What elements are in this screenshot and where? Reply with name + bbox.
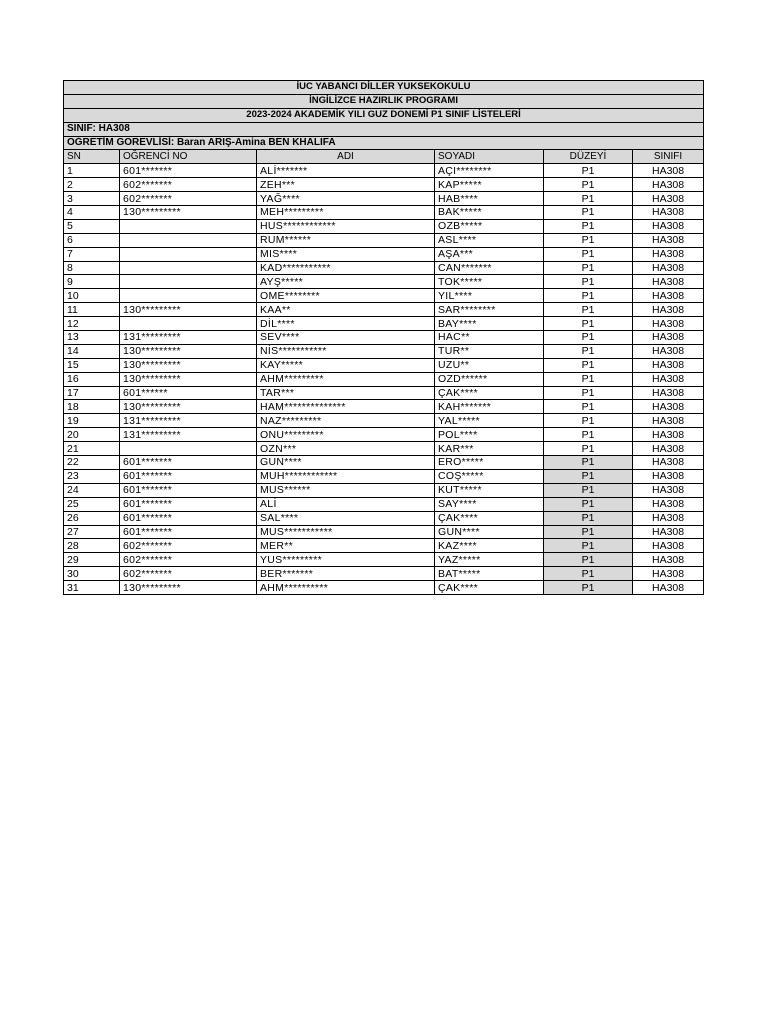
cell-surname: ERO***** [435, 456, 544, 470]
cell-level: P1 [544, 442, 633, 456]
cell-student-no: 602******* [120, 567, 257, 581]
cell-level: P1 [544, 164, 633, 178]
cell-name: MUS****** [257, 483, 435, 497]
cell-name: BER******* [257, 567, 435, 581]
cell-name: OZN*** [257, 442, 435, 456]
cell-class: HA308 [633, 261, 704, 275]
cell-name: AHM********** [257, 581, 435, 595]
cell-sn: 1 [64, 164, 120, 178]
cell-student-no: 601****** [120, 386, 257, 400]
table-row [64, 483, 704, 497]
cell-surname: YIL**** [435, 289, 544, 303]
cell-sn: 24 [64, 483, 120, 497]
cell-class: HA308 [633, 247, 704, 261]
table-row [64, 331, 704, 345]
cell-name: MEH********* [257, 206, 435, 220]
cell-name: HUS************ [257, 219, 435, 233]
cell-surname: TOK***** [435, 275, 544, 289]
cell-name: ALİ [257, 497, 435, 511]
cell-sn: 30 [64, 567, 120, 581]
cell-sn: 29 [64, 553, 120, 567]
cell-class: HA308 [633, 581, 704, 595]
cell-surname: COŞ***** [435, 469, 544, 483]
cell-class: HA308 [633, 358, 704, 372]
cell-sn: 25 [64, 497, 120, 511]
table-row [64, 442, 704, 456]
table-row [64, 581, 704, 595]
cell-name: MUH************ [257, 469, 435, 483]
cell-sn: 2 [64, 178, 120, 192]
cell-sn: 21 [64, 442, 120, 456]
table-row [64, 289, 704, 303]
cell-student-no: 602******* [120, 553, 257, 567]
cell-name: NAZ********* [257, 414, 435, 428]
cell-surname: CAN******* [435, 261, 544, 275]
table-row [64, 178, 704, 192]
cell-level: P1 [544, 497, 633, 511]
cell-class: HA308 [633, 428, 704, 442]
table-row [64, 386, 704, 400]
table-row [64, 261, 704, 275]
cell-level: P1 [544, 192, 633, 206]
cell-student-no [120, 219, 257, 233]
cell-class: HA308 [633, 469, 704, 483]
cell-level: P1 [544, 206, 633, 220]
cell-class: HA308 [633, 483, 704, 497]
cell-name: ZEH*** [257, 178, 435, 192]
cell-sn: 11 [64, 303, 120, 317]
cell-student-no: 601******* [120, 456, 257, 470]
cell-level: P1 [544, 289, 633, 303]
table-row [64, 428, 704, 442]
cell-name: SAL**** [257, 511, 435, 525]
cell-sn: 14 [64, 344, 120, 358]
cell-sn: 13 [64, 331, 120, 345]
col-header-class: SINIFI [633, 150, 704, 164]
cell-surname: KAH******* [435, 400, 544, 414]
term-title: 2023-2024 AKADEMİK YILI GUZ DONEMİ P1 SINIF LİSTELERİ [64, 108, 704, 122]
instructor-label: OĞRETİM GOREVLİSİ: Baran ARIŞ-Amina BEN KHALIFA [64, 136, 704, 150]
table-row [64, 372, 704, 386]
cell-level: P1 [544, 386, 633, 400]
cell-student-no [120, 275, 257, 289]
cell-class: HA308 [633, 178, 704, 192]
table-row [64, 497, 704, 511]
cell-class: HA308 [633, 275, 704, 289]
col-header-level: DÜZEYİ [544, 150, 633, 164]
table-row [64, 275, 704, 289]
cell-student-no: 130********* [120, 358, 257, 372]
cell-level: P1 [544, 525, 633, 539]
cell-student-no: 601******* [120, 483, 257, 497]
cell-name: GUN**** [257, 456, 435, 470]
cell-student-no: 601******* [120, 497, 257, 511]
cell-level: P1 [544, 511, 633, 525]
cell-class: HA308 [633, 442, 704, 456]
cell-sn: 9 [64, 275, 120, 289]
table-row [64, 233, 704, 247]
cell-surname: OZB***** [435, 219, 544, 233]
cell-class: HA308 [633, 497, 704, 511]
cell-student-no: 601******* [120, 164, 257, 178]
col-header-sn: SN [64, 150, 120, 164]
cell-level: P1 [544, 372, 633, 386]
school-title: İUC YABANCI DİLLER YUKSEKOKULU [64, 81, 704, 95]
cell-level: P1 [544, 344, 633, 358]
cell-surname: OZD****** [435, 372, 544, 386]
cell-student-no: 130********* [120, 400, 257, 414]
cell-level: P1 [544, 261, 633, 275]
cell-surname: AŞA*** [435, 247, 544, 261]
cell-student-no: 130********* [120, 206, 257, 220]
cell-class: HA308 [633, 219, 704, 233]
cell-sn: 23 [64, 469, 120, 483]
cell-class: HA308 [633, 386, 704, 400]
cell-level: P1 [544, 233, 633, 247]
cell-student-no [120, 261, 257, 275]
cell-surname: SAY**** [435, 497, 544, 511]
cell-student-no: 131********* [120, 331, 257, 345]
table-row [64, 344, 704, 358]
table-row [64, 400, 704, 414]
cell-class: HA308 [633, 511, 704, 525]
cell-name: OME******** [257, 289, 435, 303]
cell-surname: YAZ***** [435, 553, 544, 567]
cell-sn: 15 [64, 358, 120, 372]
cell-name: YAĞ**** [257, 192, 435, 206]
cell-level: P1 [544, 275, 633, 289]
cell-surname: KAP***** [435, 178, 544, 192]
cell-class: HA308 [633, 525, 704, 539]
cell-surname: KAZ**** [435, 539, 544, 553]
program-title: İNGİLİZCE HAZIRLIK PROGRAMI [64, 94, 704, 108]
cell-level: P1 [544, 358, 633, 372]
table-row [64, 206, 704, 220]
cell-name: HAM************** [257, 400, 435, 414]
cell-level: P1 [544, 567, 633, 581]
class-list-table [63, 80, 704, 595]
cell-student-no: 602******* [120, 539, 257, 553]
table-row [64, 192, 704, 206]
cell-class: HA308 [633, 192, 704, 206]
cell-student-no: 601******* [120, 525, 257, 539]
table-row [64, 247, 704, 261]
cell-class: HA308 [633, 317, 704, 331]
cell-level: P1 [544, 178, 633, 192]
cell-sn: 31 [64, 581, 120, 595]
cell-name: KAD*********** [257, 261, 435, 275]
cell-name: SEV**** [257, 331, 435, 345]
cell-name: AHM********* [257, 372, 435, 386]
cell-student-no: 130********* [120, 372, 257, 386]
cell-sn: 10 [64, 289, 120, 303]
cell-level: P1 [544, 553, 633, 567]
cell-level: P1 [544, 539, 633, 553]
table-row [64, 414, 704, 428]
cell-level: P1 [544, 469, 633, 483]
cell-name: KAY***** [257, 358, 435, 372]
cell-student-no: 130********* [120, 344, 257, 358]
cell-class: HA308 [633, 553, 704, 567]
cell-surname: SAR******** [435, 303, 544, 317]
cell-surname: ÇAK**** [435, 386, 544, 400]
table-row [64, 456, 704, 470]
cell-level: P1 [544, 428, 633, 442]
cell-sn: 26 [64, 511, 120, 525]
cell-name: AYŞ***** [257, 275, 435, 289]
cell-surname: TUR** [435, 344, 544, 358]
table-row [64, 469, 704, 483]
cell-class: HA308 [633, 456, 704, 470]
cell-surname: BAY**** [435, 317, 544, 331]
cell-sn: 7 [64, 247, 120, 261]
cell-level: P1 [544, 400, 633, 414]
cell-student-no: 131********* [120, 414, 257, 428]
cell-sn: 28 [64, 539, 120, 553]
cell-surname: GUN**** [435, 525, 544, 539]
cell-sn: 17 [64, 386, 120, 400]
cell-class: HA308 [633, 372, 704, 386]
cell-student-no [120, 442, 257, 456]
cell-class: HA308 [633, 400, 704, 414]
class-label: SINIF: HA308 [64, 122, 704, 136]
cell-class: HA308 [633, 331, 704, 345]
table-row [64, 164, 704, 178]
table-row [64, 511, 704, 525]
cell-name: DİL**** [257, 317, 435, 331]
cell-class: HA308 [633, 567, 704, 581]
col-header-name: ADI [257, 150, 435, 164]
cell-sn: 5 [64, 219, 120, 233]
cell-class: HA308 [633, 164, 704, 178]
cell-name: RUM****** [257, 233, 435, 247]
cell-surname: YAL***** [435, 414, 544, 428]
cell-level: P1 [544, 331, 633, 345]
cell-student-no: 130********* [120, 303, 257, 317]
table-row [64, 525, 704, 539]
cell-sn: 20 [64, 428, 120, 442]
cell-surname: UZU** [435, 358, 544, 372]
cell-sn: 16 [64, 372, 120, 386]
cell-class: HA308 [633, 206, 704, 220]
cell-name: NİS*********** [257, 344, 435, 358]
cell-surname: ÇAK**** [435, 581, 544, 595]
cell-level: P1 [544, 483, 633, 497]
cell-name: ONU********* [257, 428, 435, 442]
cell-sn: 27 [64, 525, 120, 539]
cell-sn: 8 [64, 261, 120, 275]
cell-level: P1 [544, 414, 633, 428]
cell-surname: ASL**** [435, 233, 544, 247]
cell-surname: BAT***** [435, 567, 544, 581]
cell-sn: 3 [64, 192, 120, 206]
cell-sn: 18 [64, 400, 120, 414]
table-row [64, 553, 704, 567]
cell-student-no: 601******* [120, 469, 257, 483]
cell-name: MER** [257, 539, 435, 553]
cell-sn: 22 [64, 456, 120, 470]
cell-name: MUS*********** [257, 525, 435, 539]
column-header-row [64, 150, 704, 164]
table-row [64, 567, 704, 581]
cell-sn: 6 [64, 233, 120, 247]
cell-student-no [120, 289, 257, 303]
cell-student-no: 601******* [120, 511, 257, 525]
cell-surname: KAR*** [435, 442, 544, 456]
cell-class: HA308 [633, 303, 704, 317]
cell-class: HA308 [633, 344, 704, 358]
cell-surname: HAC** [435, 331, 544, 345]
cell-surname: ÇAK**** [435, 511, 544, 525]
cell-class: HA308 [633, 289, 704, 303]
cell-name: MIS**** [257, 247, 435, 261]
cell-class: HA308 [633, 539, 704, 553]
cell-surname: KUT***** [435, 483, 544, 497]
col-header-surname: SOYADI [435, 150, 544, 164]
table-row [64, 539, 704, 553]
cell-sn: 12 [64, 317, 120, 331]
cell-name: KAA** [257, 303, 435, 317]
cell-class: HA308 [633, 414, 704, 428]
cell-level: P1 [544, 303, 633, 317]
col-header-student-no: OĞRENCİ NO [120, 150, 257, 164]
cell-student-no [120, 317, 257, 331]
cell-name: TAR*** [257, 386, 435, 400]
cell-level: P1 [544, 219, 633, 233]
cell-surname: POL**** [435, 428, 544, 442]
cell-surname: BAK***** [435, 206, 544, 220]
cell-student-no: 131********* [120, 428, 257, 442]
cell-level: P1 [544, 317, 633, 331]
cell-surname: HAB**** [435, 192, 544, 206]
table-row [64, 303, 704, 317]
table-row [64, 317, 704, 331]
cell-student-no: 602******* [120, 178, 257, 192]
cell-student-no [120, 233, 257, 247]
table-row [64, 219, 704, 233]
table-row [64, 358, 704, 372]
cell-student-no: 602******* [120, 192, 257, 206]
cell-name: ALİ******* [257, 164, 435, 178]
cell-level: P1 [544, 247, 633, 261]
cell-surname: AÇI******** [435, 164, 544, 178]
cell-student-no [120, 247, 257, 261]
cell-level: P1 [544, 581, 633, 595]
cell-student-no: 130********* [120, 581, 257, 595]
cell-name: YUS********* [257, 553, 435, 567]
cell-sn: 4 [64, 206, 120, 220]
cell-sn: 19 [64, 414, 120, 428]
cell-class: HA308 [633, 233, 704, 247]
cell-level: P1 [544, 456, 633, 470]
